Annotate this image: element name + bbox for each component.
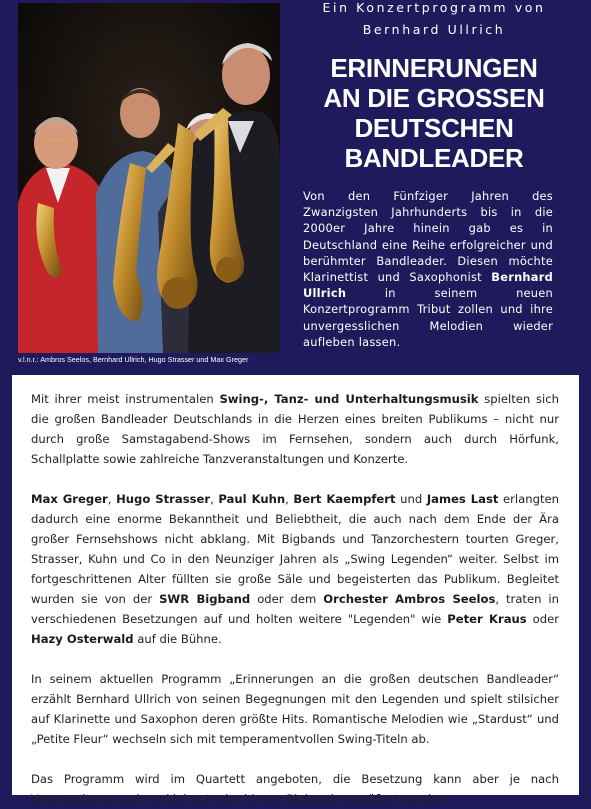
p2-text-2: oder dem [250, 592, 324, 606]
p2-text-4: oder [526, 612, 559, 626]
p2-name-paul-kuhn: Paul Kuhn [218, 492, 286, 506]
photo-caption: v.l.n.r.: Ambros Seelos, Bernhard Ullrich, Hugo Strasser und Max Greger [18, 355, 249, 364]
saxophonists-image [18, 3, 280, 353]
p2-name-bert-kaempfert: Bert Kaempfert [293, 492, 396, 506]
p2-sep-3: , [285, 492, 294, 506]
p2-swr-bigband: SWR Bigband [159, 592, 251, 606]
p2-name-james-last: James Last [426, 492, 499, 506]
supra-line-2: Bernhard Ullrich [362, 22, 506, 37]
page-title [296, 53, 572, 173]
p2-text-3: , traten in verschiedenen Besetzungen auf und holten weitere "Legenden" wie [31, 592, 559, 626]
p1-music-styles: Swing-, Tanz- und Unterhaltungsmusik [219, 392, 479, 406]
p2-sep-2: , [210, 492, 219, 506]
intro-name: Bernhard Ullrich [303, 270, 553, 301]
supra-line-1: Ein Konzertprogramm von [322, 0, 546, 15]
description-panel [12, 375, 579, 806]
title-line-2: AN DIE GROSSEN [323, 83, 545, 113]
p2-name-max-greger: Max Greger [31, 492, 108, 506]
title-line-1: ERINNERUNGEN [330, 53, 538, 83]
paragraph-2 [31, 489, 559, 649]
p2-name-hugo-strasser: Hugo Strasser [116, 492, 211, 506]
p2-sep-1: , [107, 492, 117, 506]
p1-text-2: spielten sich die großen Bandleader Deutschlands in die Herzen eines breiten Publikums – nicht nur durch große Samstagabend-Shows im Fernsehen, sondern auch durch Hörfunk, Schallplatte sowie zahlreiche Tanzveranstaltungen und Konzerte. [31, 392, 560, 466]
p2-text-5: auf die Bühne. [133, 632, 222, 646]
intro-text-after: in seinem neuen Konzertprogramm Tribut zollen und ihre unvergesslichen Melodien wieder aufleben lassen. [303, 286, 553, 349]
p2-name-hazy-osterwald: Hazy Osterwald [31, 632, 134, 646]
paragraph-4: Das Programm wird im Quartett angeboten, die Besetzung kann aber je nach Veranstaltung auch verkleinert oder bis zur Bigband vergrößert werden. [31, 772, 559, 806]
paragraph-3: In seinem aktuellen Programm „Erinnerungen an die großen deutschen Bandleader“ erzählt Bernhard Ullrich von seinen Begegnungen mit den Legenden und spielt stilsicher auf Klarinette und Saxophon deren größte Hits. Romantische Melodien wie „Stardust“ und „Petite Fleur“ wechseln sich mit temperamentvollen Swing-Titeln ab. [31, 672, 559, 746]
paragraph-1 [31, 389, 559, 469]
p2-text-1: erlangten dadurch eine enorme Bekanntheit und Beliebtheit, die auch nach dem Ende der Ära großer Fernsehshows nicht abklang. Mit Bigbands und Tanzorchestern tourten Greger, Strasser, Kuhn und Co in den Neunziger Jahren als „Swing Legenden“ weiter. Selbst im fortgeschrittenen Alter füllten sie große Säle und begeisterten das Publikum. Begleitet wurden sie von der [31, 492, 559, 606]
band-photo [18, 3, 280, 353]
title-line-4: BANDLEADER [344, 143, 524, 173]
header-section [0, 0, 591, 375]
title-line-3: DEUTSCHEN [354, 113, 514, 143]
p1-text-1: Mit ihrer meist instrumentalen [31, 392, 220, 406]
intro-text-before: Von den Fünfziger Jahren des Zwanzigsten Jahrhunderts bis in die 2000er Jahre hinein gab es in Deutschland eine Reihe erfolgreicher und berühmter Bandleader. Diesen möchte Klarinettist und Saxophonist [303, 189, 553, 285]
p2-name-peter-kraus: Peter Kraus [447, 612, 527, 626]
p2-orchester-ambros-seelos: Orchester Ambros Seelos [323, 592, 496, 606]
p2-sep-4: und [395, 492, 427, 506]
intro-text [303, 188, 553, 350]
